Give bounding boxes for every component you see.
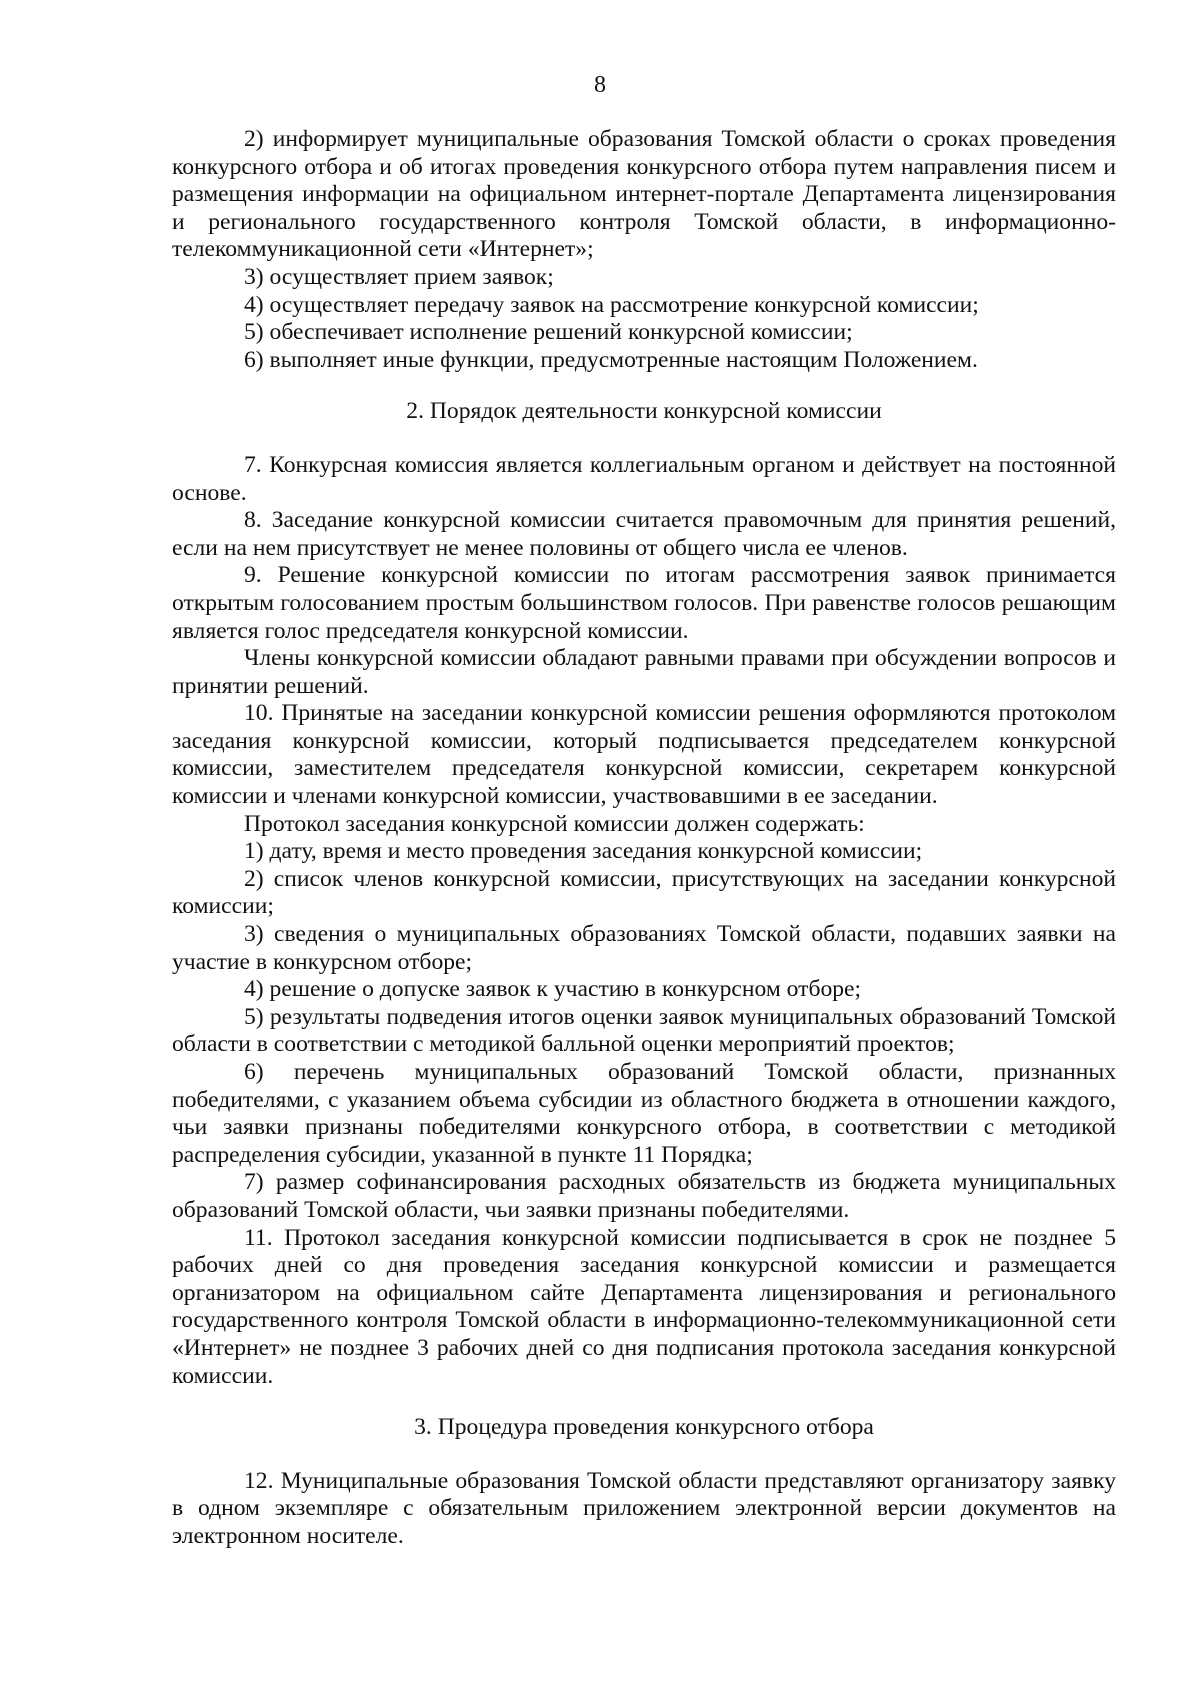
paragraph: 3) осуществляет прием заявок; (244, 263, 554, 290)
paragraph: 12. Муниципальные образования Томской области представляют организатору заявку в одном экземпляре с обязательным приложением электронной версии документов на электронном носителе. (172, 1467, 1116, 1549)
paragraph: 7) размер софинансирования расходных обязательств из бюджета муниципальных образований Томской области, чьи заявки признаны победителями. (172, 1169, 1116, 1223)
paragraph: 4) решение о допуске заявок к участию в конкурсном отборе; (244, 976, 862, 1003)
paragraph: Члены конкурсной комиссии обладают равными правами при обсуждении вопросов и принятии решений. (172, 645, 1116, 699)
paragraph: 8. Заседание конкурсной комиссии считается правомочным для принятия решений, если на нем присутствует не менее половины от общего числа ее членов. (172, 507, 1116, 561)
paragraph: 2) информирует муниципальные образования Томской области о сроках проведения конкурсного отбора и об итогах проведения конкурсного отбора путем направления писем и размещения информации на официальном интернет-портале Департамента лицензирования и регионального государственного контроля Томской области, в информационно-телекоммуникационной сети «Интернет»; (172, 126, 1116, 263)
paragraph: 4) осуществляет передачу заявок на рассмотрение конкурсной комиссии; (244, 291, 979, 318)
paragraph: 1) дату, время и место проведения заседания конкурсной комиссии; (244, 838, 923, 865)
page-number: 8 (594, 72, 606, 98)
paragraph: 2) список членов конкурсной комиссии, присутствующих на заседании конкурсной комиссии; (172, 865, 1116, 920)
paragraph: 7. Конкурсная комиссия является коллегиальным органом и действует на постоянной основе. (172, 451, 1116, 506)
document-body (172, 126, 1116, 1551)
section-heading: 2. Порядок деятельности конкурсной комиссии (406, 398, 882, 425)
paragraph: 9. Решение конкурсной комиссии по итогам рассмотрения заявок принимается открытым голосованием простым большинством голосов. При равенстве голосов решающим является голос председателя конкурсной комиссии. (172, 562, 1116, 644)
section-heading: 3. Процедура проведения конкурсного отбора (414, 1414, 874, 1441)
paragraph: 10. Принятые на заседании конкурсной комиссии решения оформляются протоколом заседания конкурсной комиссии, который подписывается председателем конкурсной комиссии, заместителем председателя конкурсной комиссии, секретарем конкурсной комиссии и членами конкурсной комиссии, участвовавшими в ее заседании. (172, 700, 1116, 810)
paragraph: 6) перечень муниципальных образований Томской области, признанных победителями, с указанием объема субсидии из областного бюджета в отношении каждого, чьи заявки признаны победителями конкурсного отбора, в соответствии с методикой распределения субсидии, указанной в пункте 11 Порядка; (172, 1059, 1116, 1168)
paragraph: 3) сведения о муниципальных образованиях Томской области, подавших заявки на участие в конкурсном отборе; (172, 921, 1116, 975)
paragraph: 6) выполняет иные функции, предусмотренные настоящим Положением. (244, 346, 978, 373)
paragraph: Протокол заседания конкурсной комиссии должен содержать: (244, 810, 865, 837)
paragraph: 5) результаты подведения итогов оценки заявок муниципальных образований Томской области в соответствии с методикой балльной оценки мероприятий проектов; (172, 1003, 1116, 1058)
paragraph: 11. Протокол заседания конкурсной комиссии подписывается в срок не позднее 5 рабочих дней со дня проведения заседания конкурсной комиссии и размещается организатором на официальном сайте Департамента лицензирования и регионального государственного контроля Томской области в информационно-телекоммуникационной сети «Интернет» не позднее 3 рабочих дней со дня подписания протокола заседания конкурсной комиссии. (172, 1224, 1116, 1389)
paragraph: 5) обеспечивает исполнение решений конкурсной комиссии; (244, 319, 853, 346)
